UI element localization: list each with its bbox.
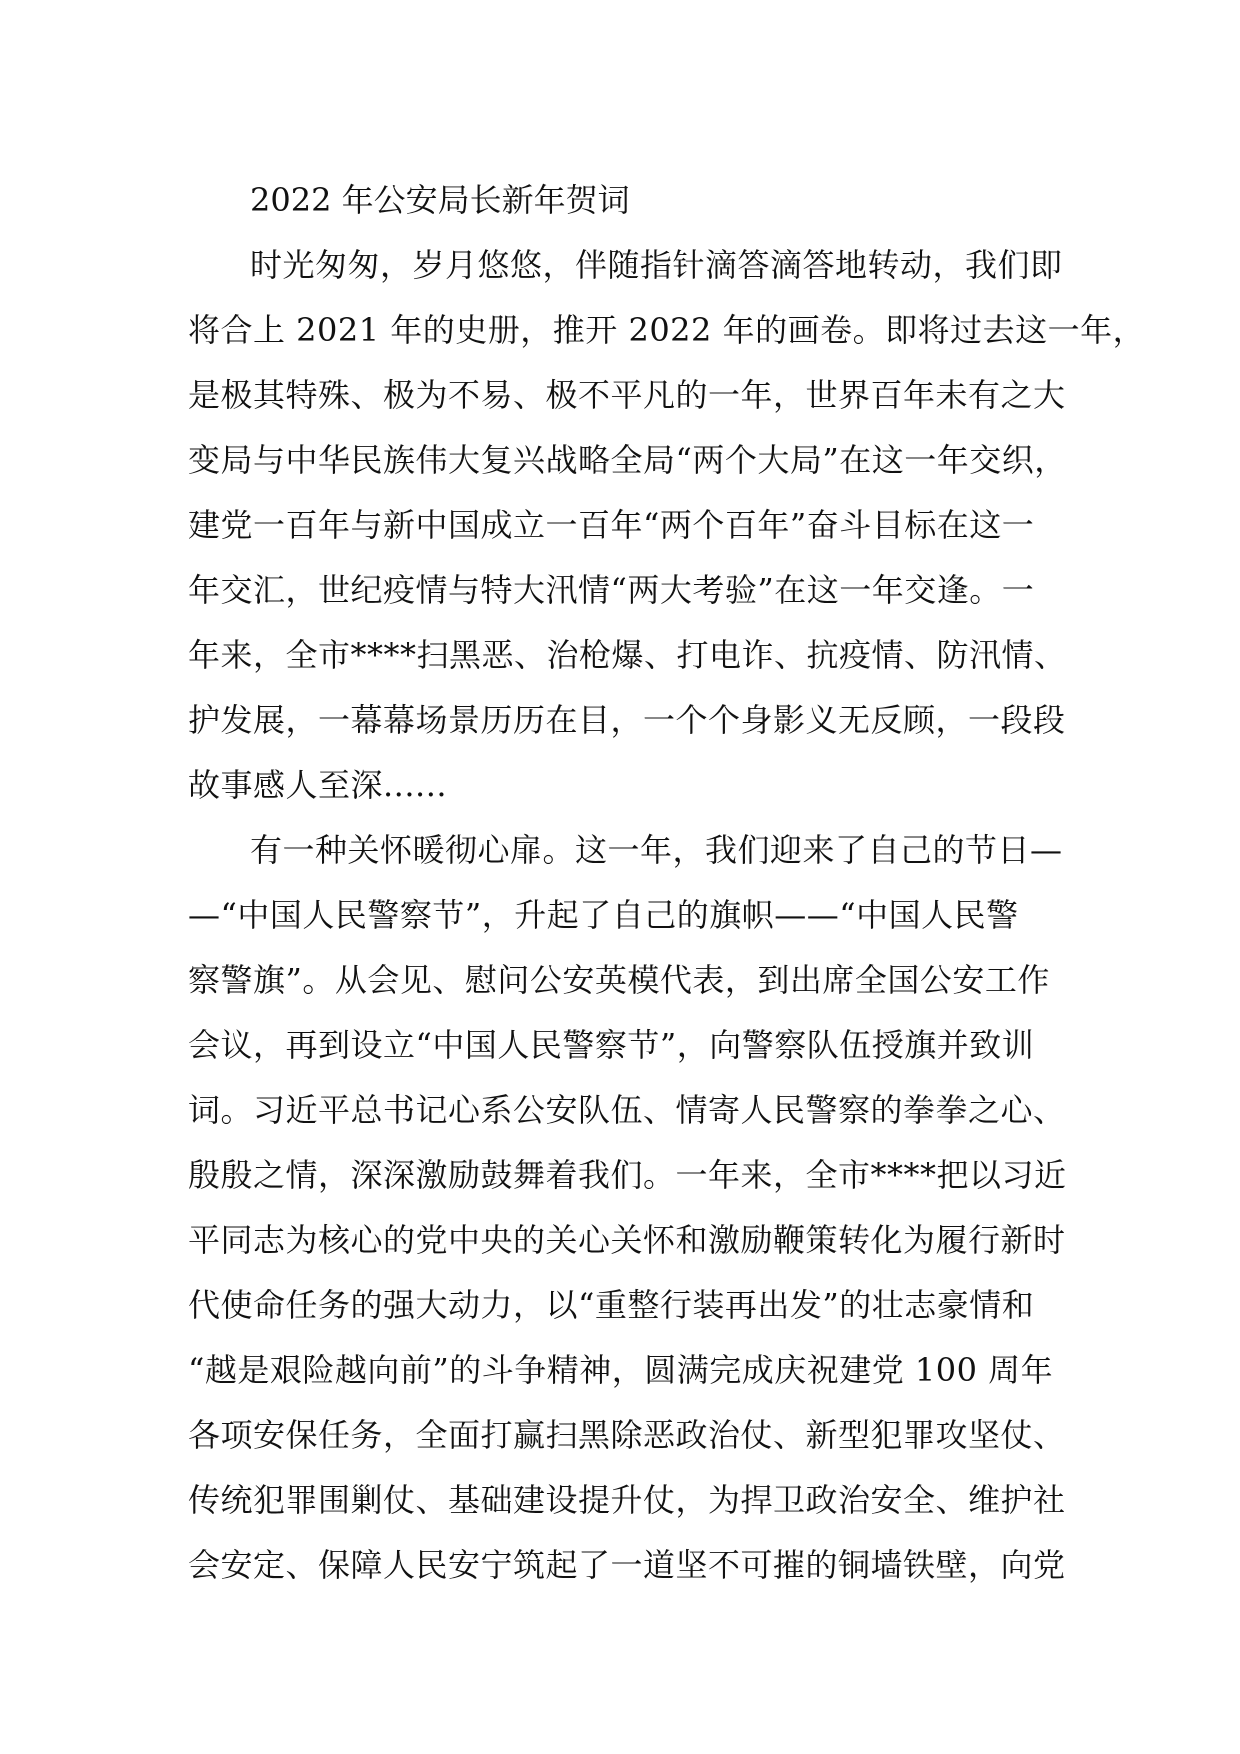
paragraph-line: 会安定、保障人民安宁筑起了一道坚不可摧的铜墙铁壁，向党	[188, 1546, 1066, 1584]
paragraph-line: 变局与中华民族伟大复兴战略全局“两个大局”在这一年交织，	[188, 441, 1067, 479]
paragraph-line: 年交汇，世纪疫情与特大汛情“两大考验”在这一年交逢。一	[188, 571, 1035, 609]
paragraph-2	[188, 818, 1068, 1598]
document-body	[188, 168, 1146, 1598]
paragraph-line: 护发展，一幕幕场景历历在目，一个个身影义无反顾，一段段	[188, 701, 1066, 739]
paragraph-line: 词。习近平总书记心系公安队伍、情寄人民警察的拳拳之心、	[188, 1091, 1066, 1129]
paragraph-line: 察警旗”。从会见、慰问公安英模代表，到出席全国公安工作	[188, 961, 1050, 999]
paragraph-line: 年来，全市****扫黑恶、治枪爆、打电诈、抗疫情、防汛情、	[188, 636, 1067, 674]
paragraph-line: 是极其特殊、极为不易、极不平凡的一年，世界百年未有之大	[188, 376, 1066, 414]
paragraph-line: —“中国人民警察节”，升起了自己的旗帜——“中国人民警	[188, 896, 1019, 934]
paragraph-line: 建党一百年与新中国成立一百年“两个百年”奋斗目标在这一	[188, 506, 1035, 544]
paragraph-line: “越是艰险越向前”的斗争精神，圆满完成庆祝建党 100 周年	[188, 1351, 1054, 1389]
paragraph-line: 会议，再到设立“中国人民警察节”，向警察队伍授旗并致训	[188, 1026, 1035, 1064]
paragraph-line: 传统犯罪围剿仗、基础建设提升仗，为捍卫政治安全、维护社	[188, 1481, 1066, 1519]
paragraph-line: 各项安保任务，全面打赢扫黑除恶政治仗、新型犯罪攻坚仗、	[188, 1416, 1066, 1454]
paragraph-line: 故事感人至深......	[188, 766, 448, 804]
paragraph-1	[188, 233, 1146, 818]
paragraph-line: 殷殷之情，深深激励鼓舞着我们。一年来，全市****把以习近	[188, 1156, 1067, 1194]
paragraph-line: 代使命任务的强大动力，以“重整行装再出发”的壮志豪情和	[188, 1286, 1035, 1324]
paragraph-line: 将合上 2021 年的史册，推开 2022 年的画卷。即将过去这一年，	[188, 311, 1146, 349]
paragraph-line: 平同志为核心的党中央的关心关怀和激励鞭策转化为履行新时	[188, 1221, 1066, 1259]
paragraph-line: 时光匆匆，岁月悠悠，伴随指针滴答滴答地转动，我们即	[250, 246, 1063, 284]
document-title: 2022 年公安局长新年贺词	[250, 181, 630, 219]
paragraph-line: 有一种关怀暖彻心扉。这一年，我们迎来了自己的节日—	[250, 831, 1063, 869]
